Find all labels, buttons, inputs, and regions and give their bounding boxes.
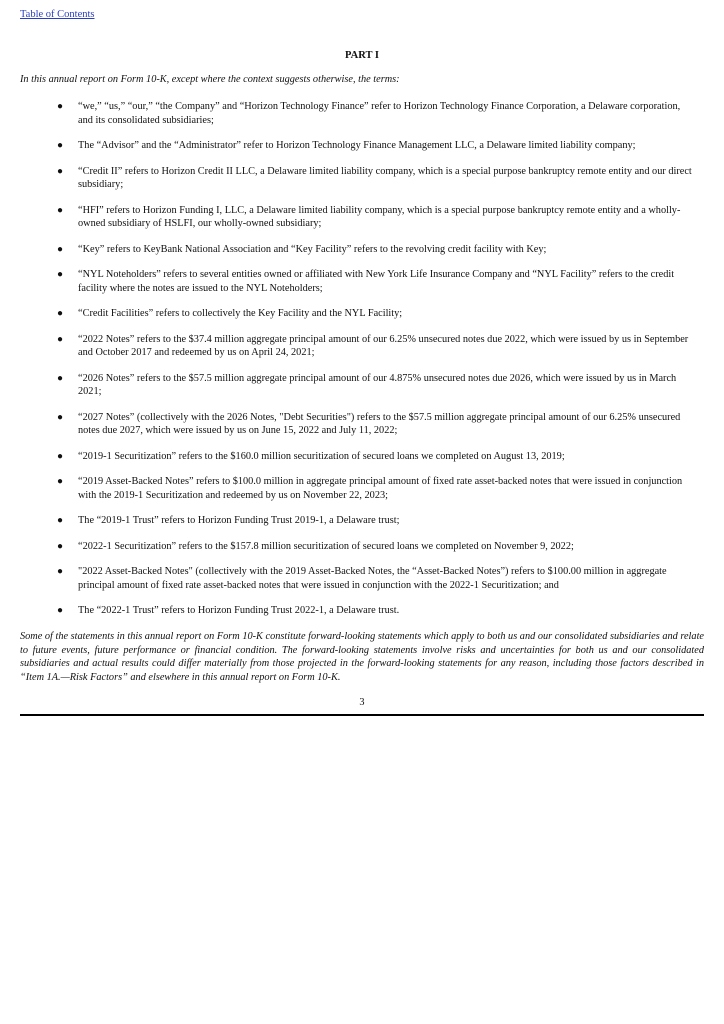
term-text: “2019 Asset-Backed Notes” refers to $100.0 million in aggregate principal amount of fixed rate asset-backed notes that were issued in conjunction with the 2019-1 Securitization and redeemed by us on November 22, 2023; <box>78 476 683 501</box>
list-item <box>20 268 704 295</box>
list-item <box>20 243 704 257</box>
bullet-icon: ● <box>57 269 64 280</box>
bullet-icon: ● <box>57 308 64 319</box>
list-item <box>20 139 704 153</box>
bullet-icon: ● <box>57 566 64 577</box>
term-text: “2026 Notes” refers to the $57.5 million aggregate principal amount of our 4.875% unsecured notes due 2026, which were issued by us in March 2021; <box>78 372 677 397</box>
bullet-icon: ● <box>57 476 64 487</box>
list-item <box>20 475 704 502</box>
list-item <box>20 604 704 618</box>
table-of-contents-link[interactable]: Table of Contents <box>20 9 95 20</box>
bullet-icon: ● <box>57 165 64 177</box>
bullet-icon: ● <box>57 333 64 345</box>
page-number: 3 <box>359 697 365 708</box>
bullet-icon: ● <box>57 140 64 151</box>
bullet-icon: ● <box>57 101 64 112</box>
forward-looking-statement: Some of the statements in this annual report on Form 10-K constitute forward-looking statements which apply to both us and our consolidated subsidiaries and relate to future events, future performance or financial condition. The forward-looking statements involve risks and uncertainties for both us and our consolidated subsidiaries and actual results could differ materially from those projected in the forward-looking statements for any reason, including those factors described in “Item 1A.—Risk Factors” and elsewhere in this annual report on Form 10-K. <box>20 631 704 683</box>
list-item <box>20 100 704 127</box>
bullet-icon: ● <box>57 515 64 526</box>
bullet-icon: ● <box>57 372 64 384</box>
bullet-icon: ● <box>57 243 64 255</box>
term-text: "2022 Asset-Backed Notes" (collectively with the 2019 Asset-Backed Notes, the “Asset-Backed Notes”) refers to $100.00 million in aggregate principal amount of fixed rate asset-backed notes that were issued in conjunction with the 2022-1 Securitization; and <box>78 566 667 591</box>
bullet-icon: ● <box>57 540 64 552</box>
term-text: The “Advisor” and the “Administrator” refer to Horizon Technology Finance Management LLC, a Delaware limited liability company; <box>78 140 636 151</box>
terms-list <box>20 100 704 630</box>
list-item <box>20 372 704 399</box>
list-item <box>20 540 704 554</box>
list-item <box>20 450 704 464</box>
list-item <box>20 565 704 592</box>
page-divider <box>20 714 704 716</box>
bullet-icon: ● <box>57 204 64 216</box>
list-item <box>20 333 704 360</box>
term-text: “Credit Facilities” refers to collectively the Key Facility and the NYL Facility; <box>78 308 403 319</box>
term-text: “Key” refers to KeyBank National Association and “Key Facility” refers to the revolving credit facility with Key; <box>78 243 547 255</box>
term-text: “2019-1 Securitization” refers to the $160.0 million securitization of secured loans we completed on August 13, 2019; <box>78 450 565 462</box>
term-text: “2022-1 Securitization” refers to the $157.8 million securitization of secured loans we completed on November 9, 2022; <box>78 540 574 552</box>
term-text: The “2022-1 Trust” refers to Horizon Funding Trust 2022-1, a Delaware trust. <box>78 605 400 616</box>
list-item <box>20 204 704 231</box>
list-item <box>20 514 704 528</box>
part-heading: PART I <box>345 50 379 61</box>
term-text: The “2019-1 Trust” refers to Horizon Funding Trust 2019-1, a Delaware trust; <box>78 515 400 526</box>
term-text: “NYL Noteholders” refers to several entities owned or affiliated with New York Life Insurance Company and “NYL Facility” refers to the credit facility where the notes are issued to the NYL Noteholders; <box>78 269 675 294</box>
term-text: “we,” “us,” “our,” “the Company” and “Horizon Technology Finance” refer to Horizon Technology Finance Corporation, a Delaware corporation, and its consolidated subsidiaries; <box>78 101 681 126</box>
bullet-icon: ● <box>57 450 64 462</box>
intro-text: In this annual report on Form 10-K, except where the context suggests otherwise, the terms: <box>20 74 400 85</box>
list-item <box>20 165 704 192</box>
bullet-icon: ● <box>57 411 64 423</box>
list-item <box>20 411 704 438</box>
term-text: “2027 Notes” (collectively with the 2026 Notes, "Debt Securities") refers to the $57.5 million aggregate principal amount of our 6.25% unsecured notes due 2027, which were issued by us on June 15, 2022 and July 11, 2022; <box>78 411 681 436</box>
list-item <box>20 307 704 321</box>
term-text: “Credit II” refers to Horizon Credit II LLC, a Delaware limited liability company, which is a special purpose bankruptcy remote entity and our direct subsidiary; <box>78 165 692 190</box>
term-text: “HFI” refers to Horizon Funding I, LLC, a Delaware limited liability company, which is a special purpose bankruptcy remote entity and a wholly-owned subsidiary of HSLFI, our wholly-owned subsidiary; <box>78 204 681 229</box>
bullet-icon: ● <box>57 605 64 616</box>
term-text: “2022 Notes” refers to the $37.4 million aggregate principal amount of our 6.25% unsecured notes due 2022, which were issued by us in September and October 2017 and redeemed by us on April 24, 2021; <box>78 333 689 358</box>
